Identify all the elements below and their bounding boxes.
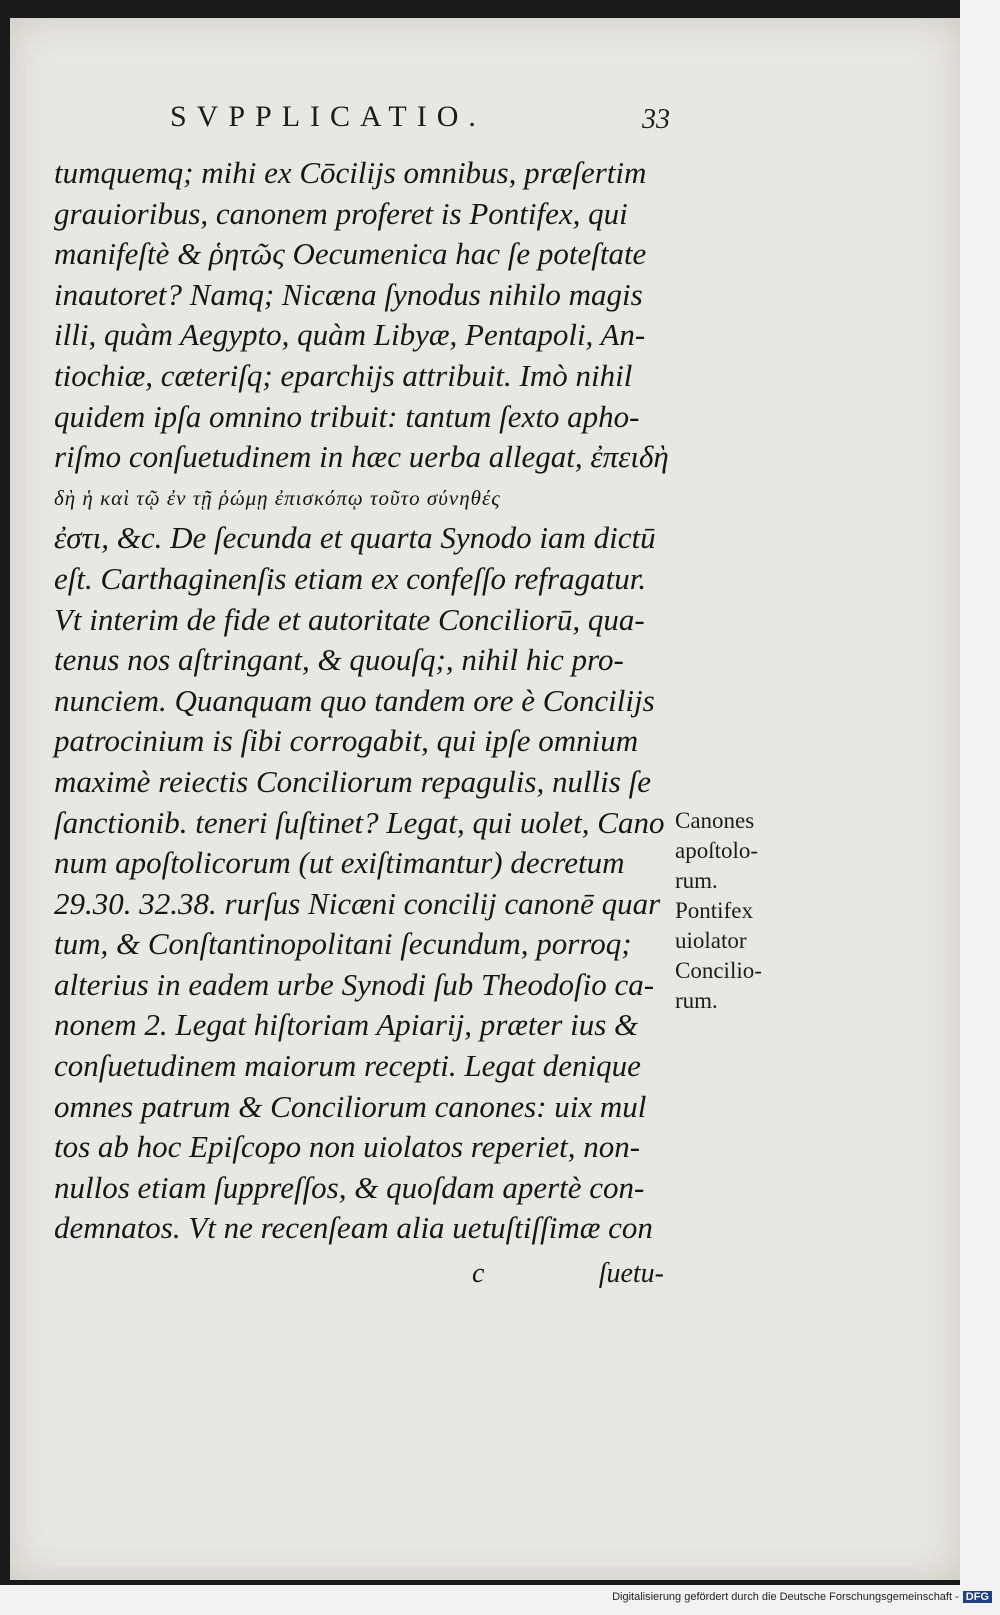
margin-note: Pontifex [675,898,753,923]
text-line: inautoret? Namq; Nicæna ſynodus nihilo magis [54,276,643,312]
text-line: grauioribus, canonem proferet is Pontifex, qui [54,195,628,231]
text-line: manifeſtè & ῥητῶς Oecumenica hac ſe poteſtate [54,236,647,272]
text-line: demnatos. Vt ne recenſeam alia uetuſtiſſimæ con [54,1210,653,1246]
text-line: ἐστι, &c. De ſecunda et quarta Synodo iam dictū [54,520,656,556]
page-foot-line [54,1258,664,1298]
scan-margin-right [960,0,1000,1615]
text-line: tenus nos aſtringant, & quouſq;, nihil hic pro- [54,642,624,678]
credit-text: Digitalisierung gefördert durch die Deutsche Forschungsgemeinschaft - [612,1591,959,1603]
text-line: ſanctionib. teneri ſuſtinet? Legat, qui uolet, Cano [54,804,665,840]
margin-note: rum. [675,868,718,893]
text-line: tum, & Conſtantinopolitani ſecundum, porroq; [54,926,632,962]
text-line: eſt. Carthaginenſis etiam ex confeſſo refragatur. [54,560,647,596]
text-line: num apoſtolicorum (ut exiſtimantur) decretum [54,845,625,881]
text-line: 29.30. 32.38. rurſus Nicæni concilij canonē quar [54,885,661,921]
page-number: 33 [642,104,670,135]
text-line: tumquemq; mihi ex Cōcilijs omnibus, præſertim [54,155,647,190]
margin-note: uiolator [675,928,747,953]
text-line: riſmo conſuetudinem in hæc uerba allegat, ἐπειδὴ [54,439,669,475]
text-line: conſuetudinem maiorum recepti. Legat denique [54,1048,641,1084]
greek-text-line: δὴ ἡ καὶ τῷ ἐν τῇ ῥώμῃ ἐπισκόπῳ τοῦτο σύνηθές [54,485,501,510]
running-title: SVPPLICATIO. [170,100,486,133]
text-line: maximè reiectis Conciliorum repagulis, nullis ſe [54,763,651,799]
text-line: illi, quàm Aegypto, quàm Libyæ, Pentapoli, An- [54,317,646,353]
text-line: Vt interim de fide et autoritate Conciliorū, qua- [54,601,645,637]
digitization-credit [612,1591,992,1603]
margin-note: apoſtolo- [675,838,759,863]
text-line: quidem ipſa omnino tribuit: tantum ſexto apho- [54,398,640,434]
text-line: tiochiæ, cæteriſq; eparchijs attribuit. Imò nihil [54,357,633,393]
text-line: patrocinium is ſibi corrogabit, qui ipſe omnium [54,723,639,759]
dfg-logo: DFG [963,1591,992,1603]
text-line: nunciem. Quanquam quo tandem ore è Concilijs [54,682,655,718]
catchword: ſuetu- [598,1258,664,1289]
signature-mark: c [472,1258,485,1289]
text-line: omnes patrum & Conciliorum canones: uix mul [54,1088,647,1124]
margin-note: Concilio- [675,958,762,983]
text-line: nonem 2. Legat hiſtoriam Apiarij, præter ius & [54,1007,639,1043]
margin-note: Canones [675,808,755,833]
text-line: nullos etiam ſuppreſſos, & quoſdam apertè con- [54,1169,645,1205]
main-text-block [54,153,669,1249]
text-line: tos ab hoc Epiſcopo non uiolatos reperiet, non- [54,1129,641,1165]
text-line: alterius in eadem urbe Synodi ſub Theodoſio ca- [54,966,655,1002]
marginal-notes [675,806,825,1016]
page-header [170,100,670,140]
book-page [10,18,960,1580]
margin-note: rum. [675,988,718,1013]
